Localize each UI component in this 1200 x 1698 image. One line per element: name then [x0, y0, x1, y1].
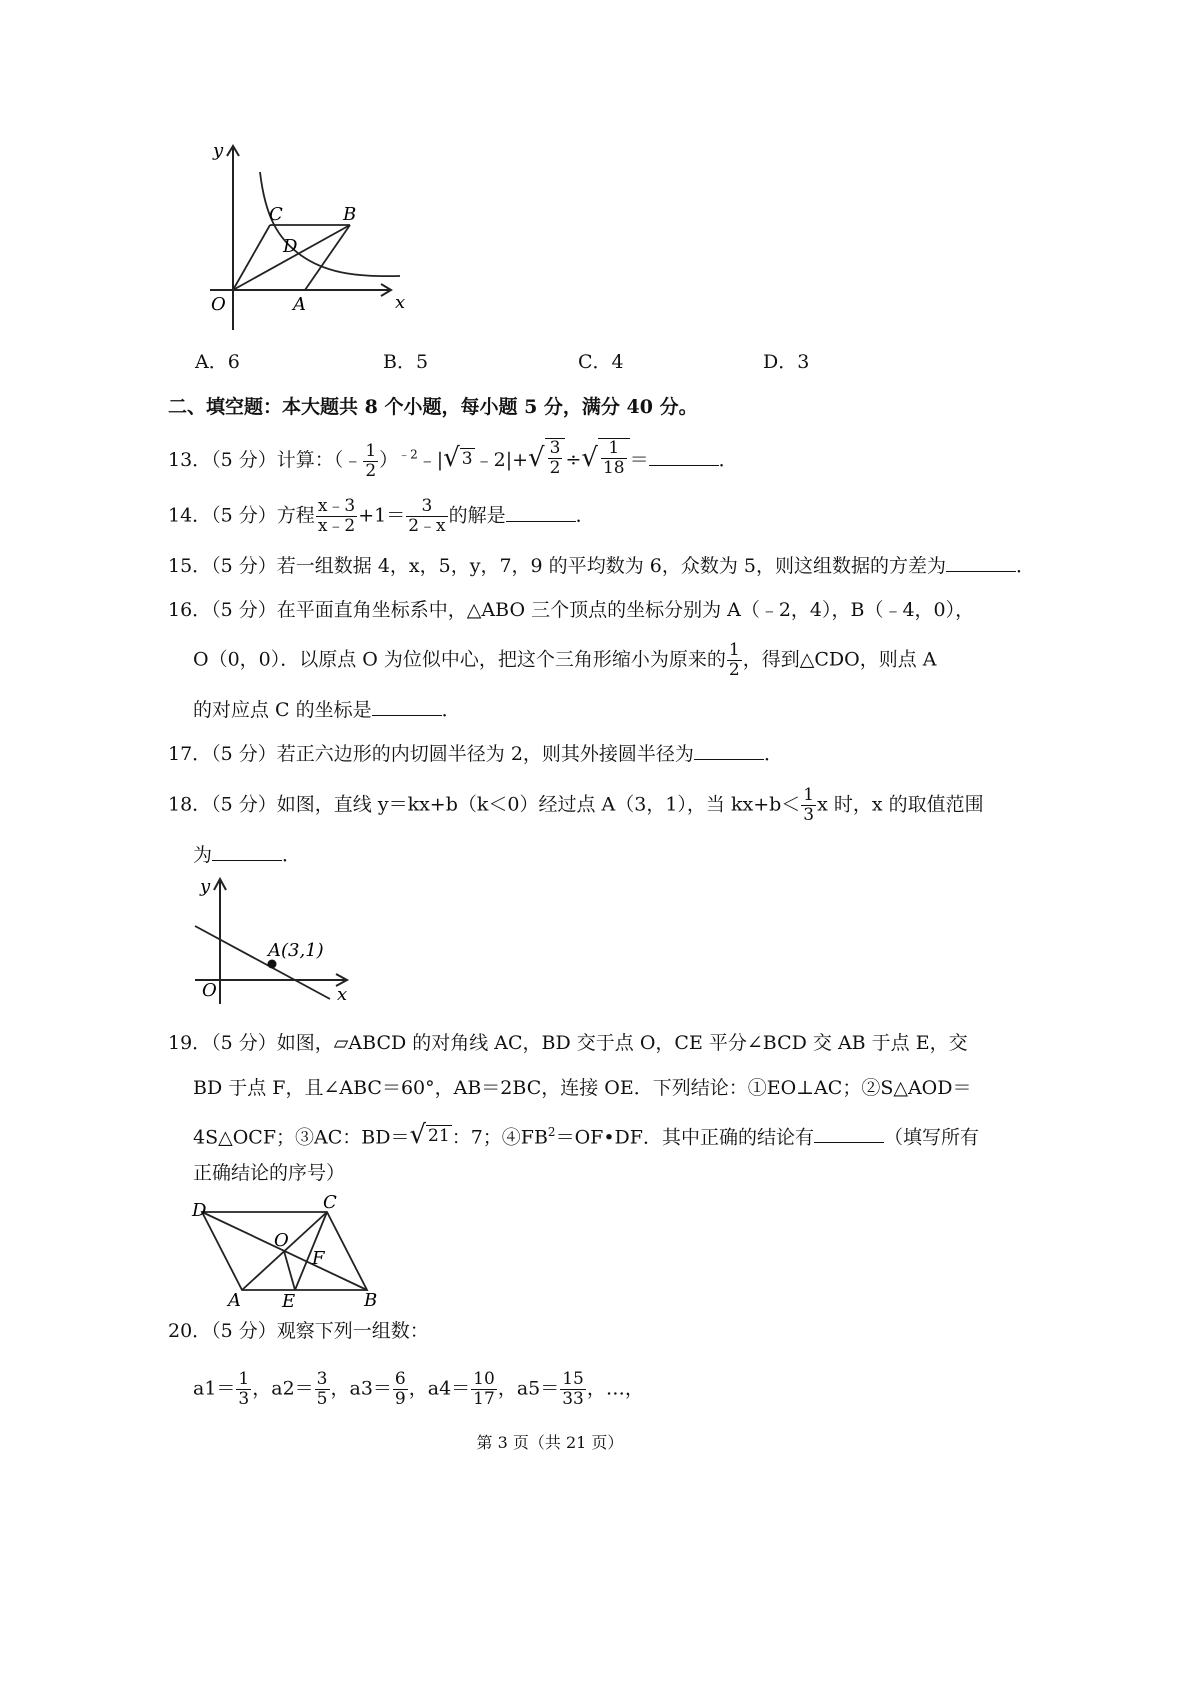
fig19-label-d: D	[192, 1200, 207, 1221]
option-c: C．4	[578, 351, 624, 373]
fig1-label-d: D	[283, 236, 298, 257]
fig1-label-o: O	[211, 294, 226, 315]
question-16-line1: 16．（5 分）在平面直角坐标系中，△ABO 三个顶点的坐标分别为 A（﹣2，4），B（﹣4，0），	[168, 599, 975, 621]
answer-blank	[506, 503, 576, 522]
answer-blank	[372, 697, 442, 716]
answer-blank	[946, 553, 1016, 572]
fig1-label-b: B	[343, 204, 357, 225]
figure-parallelogram-abcd	[190, 1194, 390, 1309]
question-14: 14．（5 分）方程 $\frac{x﹣3}{x﹣2}$ +1＝ $\frac{3}{2﹣x}$ 的解是 ．	[168, 496, 595, 536]
fig19-label-a: A	[228, 1290, 241, 1309]
fig1-label-x: x	[395, 292, 406, 313]
question-19-line1: 19．（5 分）如图，▱ABCD 的对角线 AC，BD 交于点 O，CE 平分∠BCD 交 AB 于点 E，交	[168, 1032, 968, 1054]
option-a: A．6	[195, 351, 240, 373]
page-footer: 第 3 页（共 21 页）	[476, 1433, 624, 1452]
option-d: D．3	[763, 351, 810, 373]
fig1-label-y: y	[213, 140, 224, 161]
question-16-line2: O（0，0）．以原点 O 为位似中心，把这个三角形缩小为原来的 $\frac{1}{2}$ ，得到△CDO，则点 A	[193, 640, 937, 680]
question-18-line2: 为 ．	[193, 844, 302, 866]
answer-blank	[212, 842, 282, 861]
fig1-label-a: A	[293, 294, 306, 315]
fig1-label-c: C	[269, 204, 283, 225]
fig19-label-c: C	[323, 1194, 337, 1213]
fig18-label-y: y	[200, 876, 211, 897]
figure-hyperbola-parallelogram	[195, 140, 425, 340]
question-19-line3: 4S△OCF；③AC：BD＝ √ 21 ：7；$④FB^2=OF•DF$．其中正确的结论有 （填写所有	[193, 1120, 979, 1151]
question-20-sequence: a1＝ $\frac{1}{3}$ ，a2＝ $\frac{3}{5}$ ，a3＝ $\frac{6}{9}$ ，a4＝ $\frac{10}{17}$ ，a5＝ $\frac{15}{33}$ ，…，	[193, 1369, 644, 1409]
fig18-label-a: A(3,1)	[268, 940, 324, 961]
fig19-label-f: F	[312, 1248, 325, 1269]
fig19-label-o: O	[274, 1230, 289, 1251]
option-b: B．5	[383, 351, 429, 373]
answer-blank	[649, 447, 719, 466]
question-19-line4: 正确结论的序号）	[193, 1162, 346, 1184]
question-19-line2: BD 于点 F，且∠ABC＝60°，AB＝2BC，连接 OE．下列结论：①EO⊥AC；②S△AOD＝	[193, 1077, 972, 1099]
fig18-label-o: O	[202, 980, 217, 1001]
question-20-line1: 20．（5 分）观察下列一组数：	[168, 1320, 429, 1342]
question-13: 13．（5 分）计算：（﹣ $\frac{1}{2}$ ）$^{﹣2}$﹣| √ 3 ﹣2|+ √ $\frac{3}{2}$ ÷ √ $\frac{1}{18}$ ＝ ．	[168, 438, 738, 481]
answer-blank	[694, 741, 764, 760]
answer-blank	[814, 1124, 884, 1143]
question-17: 17．（5 分）若正六边形的内切圆半径为 2，则其外接圆半径为 ．	[168, 743, 783, 765]
question-18-line1: 18．（5 分）如图，直线 y＝kx+b（k＜0）经过点 A（3，1），当 kx+b＜ $\frac{1}{3}$ x 时，x 的取值范围	[168, 785, 984, 825]
section-title: 二、填空题：本大题共 8 个小题，每小题 5 分，满分 40 分。	[168, 396, 698, 418]
fig19-label-e: E	[282, 1291, 296, 1309]
question-15: 15．（5 分）若一组数据 4，x，5，y，7，9 的平均数为 6，众数为 5，则这组数据的方差为 ．	[168, 555, 1035, 577]
fig19-label-b: B	[364, 1290, 378, 1309]
fig18-label-x: x	[337, 984, 348, 1005]
figure-line-through-a	[190, 874, 360, 1009]
question-16-line3: 的对应点 C 的坐标是 ．	[193, 699, 461, 721]
